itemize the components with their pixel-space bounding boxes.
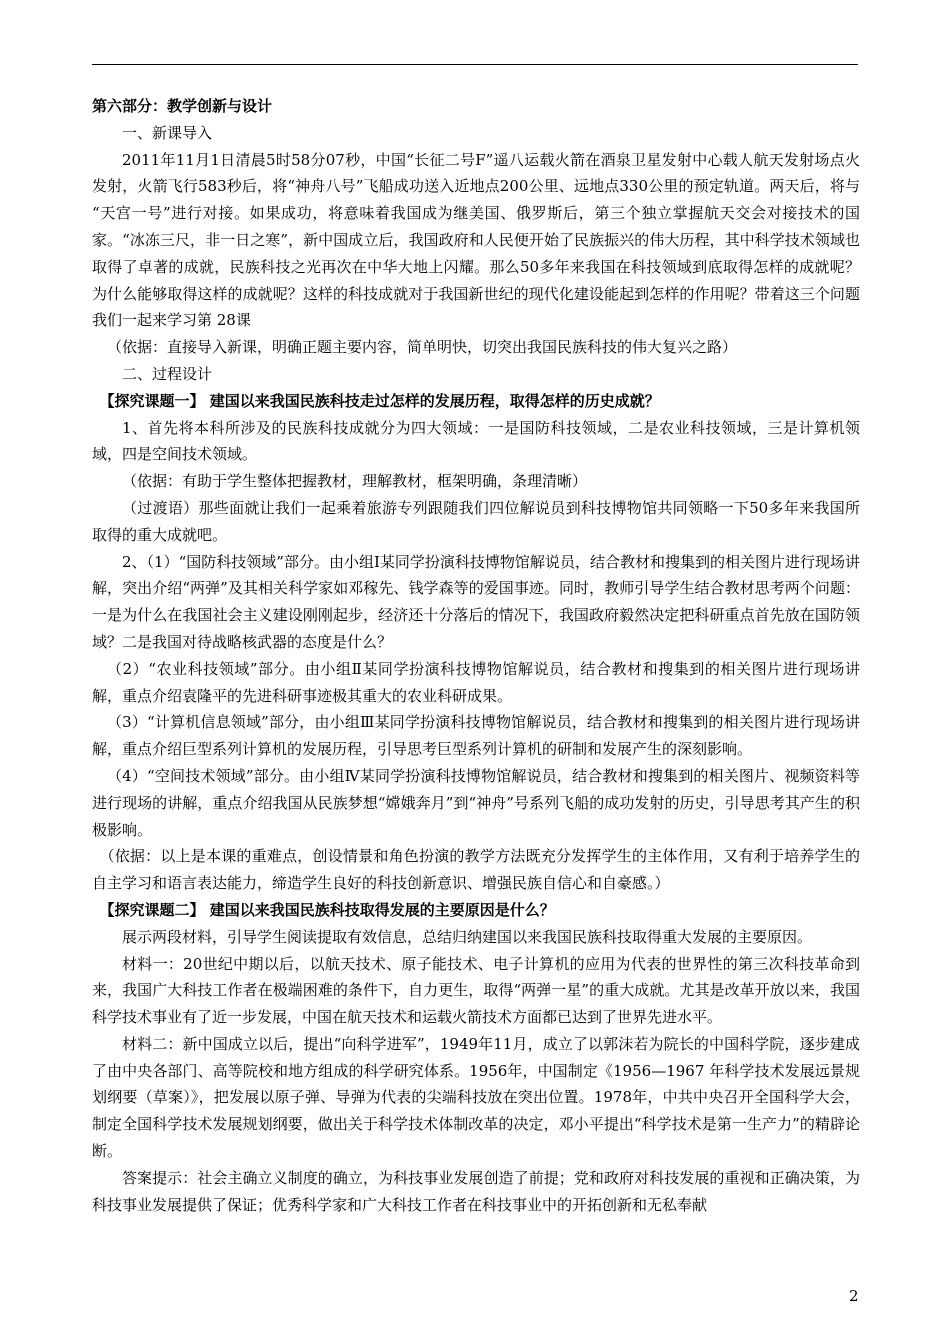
heading-new-lesson: 一、新课导入	[122, 123, 213, 142]
agri-tech-paragraph: （2）“农业科技领域”部分。由小组Ⅱ某同学扮演科技博物馆解说员，结合教材和搜集到的相关图片进行现场讲解，重点介绍袁隆平的先进科研事迹极其重大的农业科研成果。	[92, 659, 860, 705]
section-title: 第六部分：教学创新与设计	[92, 97, 273, 115]
document-body	[92, 93, 860, 1218]
space-tech-paragraph: （4）“空间技术领域”部分。由小组Ⅳ某同学扮演科技博物馆解说员，结合教材和搜集到的相关图片、视频资料等进行现场的讲解，重点介绍我国从民族梦想“嫦娥奔月”到“神舟”号系列飞船的成功发射的历史，引导思考其产生的积极影响。	[92, 766, 860, 839]
computer-tech-paragraph: （3）“计算机信息领域”部分，由小组Ⅲ某同学扮演科技博物馆解说员，结合教材和搜集到的相关图片进行现场讲解，重点介绍巨型系列计算机的发展历程，引导思考巨型系列计算机的研制和发展产生的深刻影响。	[92, 713, 860, 759]
topic-two-heading: 【探究课题二】 建国以来我国民族科技取得发展的主要原因是什么？	[99, 900, 555, 919]
page-number: 2	[849, 1287, 859, 1305]
transition-paragraph: （过渡语）那些面就让我们一起乘着旅游专列跟随我们四位解说员到科技博物馆共同领略一下50多年来我国所取得的重大成就吧。	[92, 498, 860, 544]
answer-hint-paragraph: 答案提示：社会主确立义制度的确立，为科技事业发展创造了前提；党和政府对科技发展的重视和正确决策，为科技事业发展提供了保证；优秀科学家和广大科技工作者在科技事业中的开拓创新和无私奉献	[92, 1168, 860, 1214]
basis-note-3: （依据：以上是本课的重难点，创设情景和角色扮演的教学方法既充分发挥学生的主体作用，又有利于培养学生的自主学习和语言表达能力，缔造学生良好的科技创新意识、增强民族自信心和自豪感。）	[92, 847, 860, 893]
material-two-paragraph: 材料二：新中国成立以后，提出“向科学进军”，1949年11月，成立了以郭沫若为院长的中国科学院，逐步建成了由中央各部门、高等院校和地方组成的科学研究体系。1956年，中国制定《1956—1967 年科学技术发展远景规划纲要（草案）》，把发展以原子弹、导弹为代表的尖端科技放在突出位置。1978年，中共中央召开全国科学大会，制定全国科学技术发展规划纲要，做出关于科学技术体制改革的决定，邓小平提出“科学技术是第一生产力”的精辟论断。	[92, 1034, 860, 1161]
materials-intro-paragraph: 展示两段材料，引导学生阅读提取有效信息，总结归纳建国以来我国民族科技取得重大发展的主要原因。	[122, 927, 813, 946]
header-rule	[92, 64, 858, 65]
material-one-paragraph: 材料一：20世纪中期以后，以航天技术、原子能技术、电子计算机的应用为代表的世界性的第三次科技革命到来，我国广大科技工作者在极端困难的条件下，自力更生，取得“两弹一星”的重大成就。尤其是改革开放以来，我国科学技术事业有了近一步发展，中国在航天技术和运载火箭技术方面都已达到了世界先进水平。	[92, 954, 860, 1027]
intro-paragraph: 2011年11月1日清晨5时58分07秒，中国“长征二号F”遥八运载火箭在酒泉卫星发射中心载人航天发射场点火发射，火箭飞行583秒后，将“神舟八号”飞船成功送入近地点200公里、远地点330公里的预定轨道。两天后，将与 “天宫一号”进行对接。如果成功，将意味着我国成为继美国、俄罗斯后，第三个独立掌握航天交会对接技术的国家。“冰冻三尺，非一日之寒”，新中国成立后，我国政府和人民便开始了民族振兴的伟大历程，其中科学技术领域也取得了卓著的成就，民族科技之光再次在中华大地上闪耀。那么50多年来我国在科技领域到底取得怎样的成就呢？为什么能够取得这样的成就呢？这样的科技成就对于我国新世纪的现代化建设能起到怎样的作用呢？带着这三个问题我们一起来学习第 28课	[92, 150, 860, 330]
basis-note-1: （依据：直接导入新课，明确正题主要内容，简单明快，切突出我国民族科技的伟大复兴之路）	[107, 338, 738, 357]
basis-note-2: （依据：有助于学生整体把握教材，理解教材，框架明确，条理清晰）	[122, 472, 588, 491]
step-1-paragraph: 1、首先将本科所涉及的民族科技成就分为四大领域：一是国防科技领域，二是农业科技领域，三是计算机领域，四是空间技术领域。	[92, 418, 860, 464]
heading-process-design: 二、过程设计	[122, 364, 213, 383]
defense-tech-paragraph: 2、（1）“国防科技领域”部分。由小组Ⅰ某同学扮演科技博物馆解说员，结合教材和搜集到的相关图片进行现场讲解，突出介绍“两弹”及其相关科学家如邓稼先、钱学森等的爱国事迹。同时，教师引导学生结合教材思考两个问题：一是为什么在我国社会主义建设刚刚起步，经济还十分落后的情况下，我国政府毅然决定把科研重点首先放在国防领域？二是我国对待战略核武器的态度是什么？	[92, 552, 860, 651]
topic-one-heading: 【探究课题一】 建国以来我国民族科技走过怎样的发展历程，取得怎样的历史成就？	[99, 391, 660, 410]
